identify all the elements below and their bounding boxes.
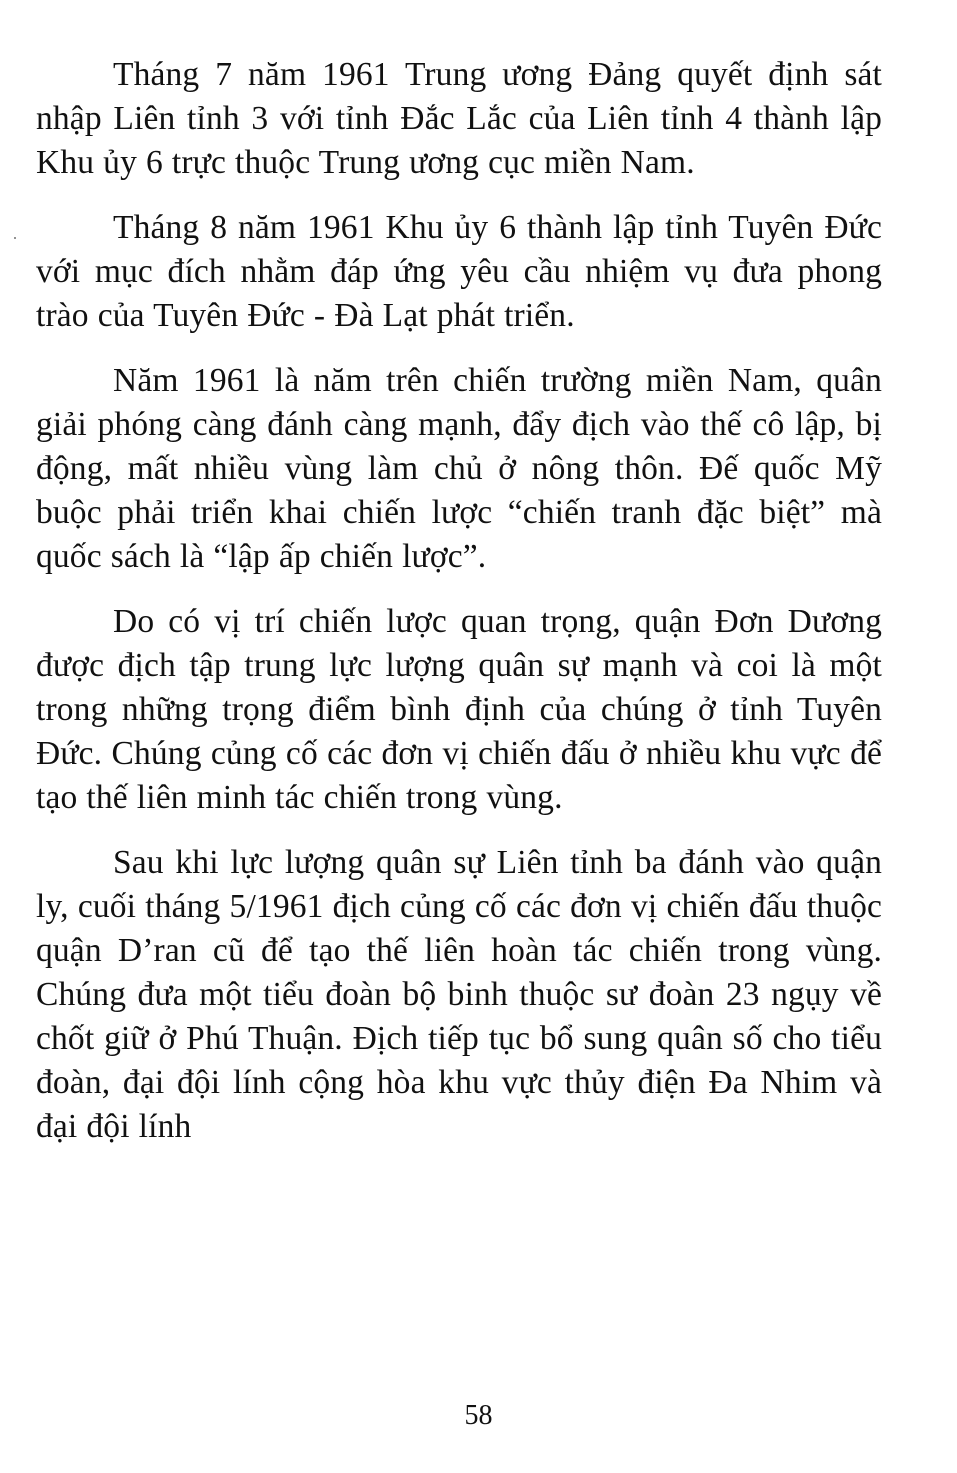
paragraph: Sau khi lực lượng quân sự Liên tỉnh ba đánh vào quận ly, cuối tháng 5/1961 địch củng cố các đơn vị chiến đấu thuộc quận D’ran cũ để tạo thế liên hoàn tác chiến trong vùng. Chúng đưa một tiểu đoàn bộ binh thuộc sư đoàn 23 ngụy về chốt giữ ở Phú Thuận. Địch tiếp tục bổ sung quân số cho tiểu đoàn, đại đội lính cộng hòa khu vực thủy điện Đa Nhim và đại đội lính — [36, 844, 882, 1145]
paragraph: Năm 1961 là năm trên chiến trường miền Nam, quân giải phóng càng đánh càng mạnh, đẩy địch vào thế cô lập, bị động, mất nhiều vùng làm chủ ở nông thôn. Đế quốc Mỹ buộc phải triển khai chiến lược “chiến tranh đặc biệt” mà quốc sách là “lập ấp chiến lược”. — [36, 362, 882, 575]
paragraph: Do có vị trí chiến lược quan trọng, quận Đơn Dương được địch tập trung lực lượng quân sự mạnh và coi là một trong những trọng điểm bình định của chúng ở tỉnh Tuyên Đức. Chúng củng cố các đơn vị chiến đấu ở nhiều khu vực để tạo thế liên minh tác chiến trong vùng. — [36, 603, 882, 816]
body-text — [36, 53, 882, 1170]
paragraph: Tháng 8 năm 1961 Khu ủy 6 thành lập tỉnh Tuyên Đức với mục đích nhằm đáp ứng yêu cầu nhiệm vụ đưa phong trào của Tuyên Đức - Đà Lạt phát triển. — [36, 209, 882, 334]
paragraph: Tháng 7 năm 1961 Trung ương Đảng quyết định sát nhập Liên tỉnh 3 với tỉnh Đắc Lắc của Liên tỉnh 4 thành lập Khu ủy 6 trực thuộc Trung ương cục miền Nam. — [36, 56, 882, 181]
scan-speck — [14, 237, 16, 239]
page-number: 58 — [464, 1400, 493, 1431]
